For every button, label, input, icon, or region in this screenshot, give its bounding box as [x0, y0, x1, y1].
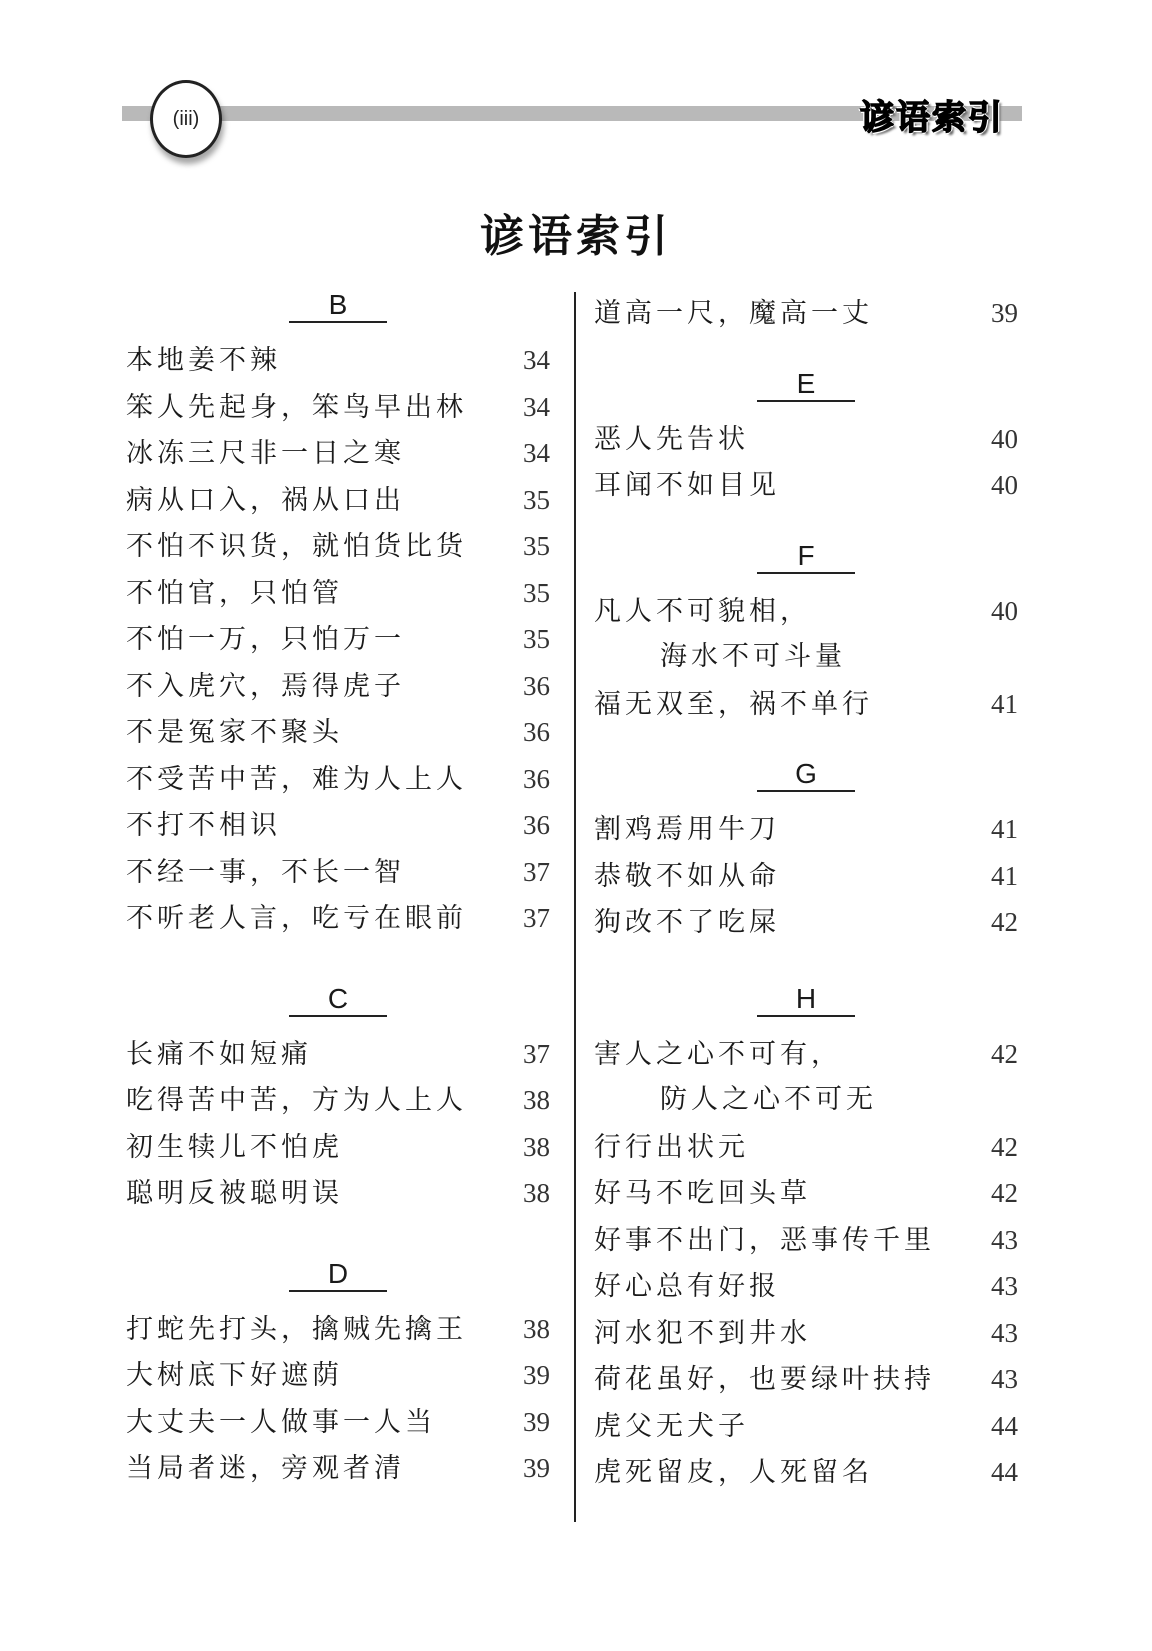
page-ref: 36 — [523, 717, 550, 747]
proverb-text-continuation: 海水不可斗量 — [660, 641, 846, 672]
index-entry — [126, 477, 550, 524]
page-ref: 39 — [523, 1406, 550, 1437]
index-entry — [126, 1352, 550, 1399]
page-ref: 42 — [991, 1038, 1018, 1069]
proverb-text: 好事不出门，恶事传千里 — [594, 1224, 935, 1256]
proverb-text: 冰冻三尺非一日之寒 — [126, 438, 405, 469]
section-underline — [289, 1290, 387, 1292]
proverb-text: 害人之心不可有， — [594, 1038, 842, 1070]
page-number-badge: (iii) — [150, 80, 222, 158]
index-entry — [126, 895, 550, 942]
index-entry — [594, 1124, 1018, 1171]
proverb-text: 河水犯不到井水 — [594, 1317, 811, 1349]
section-underline — [757, 1015, 855, 1017]
page-ref: 35 — [523, 577, 550, 608]
proverb-text: 狗改不了吃屎 — [594, 907, 780, 938]
proverb-text: 当局者迷，旁观者清 — [126, 1453, 405, 1484]
proverb-text: 大丈夫一人做事一人当 — [126, 1406, 436, 1438]
page-ref: 39 — [523, 1360, 550, 1390]
page-ref: 43 — [991, 1364, 1018, 1394]
index-entry — [594, 1310, 1018, 1357]
page-ref: 34 — [523, 438, 550, 468]
section-underline — [289, 321, 387, 323]
section-header-b — [126, 290, 550, 323]
page-ref: 38 — [523, 1085, 550, 1115]
section-header-f — [594, 541, 1018, 574]
proverb-text: 虎父无犬子 — [594, 1410, 749, 1442]
index-entry — [126, 709, 550, 756]
page-ref: 43 — [991, 1317, 1018, 1348]
proverb-text: 恭敬不如从命 — [594, 860, 780, 892]
proverb-text: 好心总有好报 — [594, 1271, 780, 1302]
section-underline — [757, 572, 855, 574]
index-entry — [126, 1445, 550, 1492]
index-entry — [594, 1263, 1018, 1310]
page-ref: 39 — [523, 1453, 550, 1483]
proverb-text: 不怕官，只怕管 — [126, 577, 343, 609]
page-ref: 38 — [523, 1178, 550, 1208]
page-ref: 43 — [991, 1271, 1018, 1301]
page-ref: 40 — [991, 470, 1018, 500]
section-letter: F — [797, 539, 815, 571]
index-entry — [594, 462, 1018, 509]
section-underline — [757, 790, 855, 792]
proverb-text: 不是冤家不聚头 — [126, 717, 343, 748]
index-entry-continuation — [594, 1077, 1018, 1124]
proverb-text: 福无双至，祸不单行 — [594, 688, 873, 720]
index-entry — [126, 849, 550, 896]
page-ref: 42 — [991, 907, 1018, 937]
proverb-text: 打蛇先打头，擒贼先擒王 — [126, 1313, 467, 1345]
section-letter: C — [327, 982, 349, 1014]
proverb-text: 凡人不可貌相， — [594, 595, 811, 627]
index-entry — [126, 1399, 550, 1446]
page-ref: 35 — [523, 624, 550, 654]
proverb-text: 行行出状元 — [594, 1131, 749, 1163]
column-divider — [574, 292, 576, 1522]
index-entry — [126, 430, 550, 477]
page-ref: 36 — [523, 810, 550, 840]
index-entry — [126, 384, 550, 431]
proverb-text: 不经一事，不长一智 — [126, 856, 405, 888]
index-entry — [126, 802, 550, 849]
page-ref: 36 — [523, 670, 550, 701]
page-ref: 39 — [991, 298, 1018, 328]
proverb-text: 大树底下好遮荫 — [126, 1360, 343, 1391]
proverb-text: 吃得苦中苦，方为人上人 — [126, 1085, 467, 1116]
proverb-text: 不听老人言，吃亏在眼前 — [126, 903, 467, 934]
page-title: 谚语索引 — [480, 211, 672, 262]
proverb-text: 虎死留皮，人死留名 — [594, 1457, 873, 1488]
index-entry — [126, 616, 550, 663]
proverb-text: 恶人先告状 — [594, 423, 749, 455]
index-entry — [126, 1124, 550, 1171]
page-ref: 44 — [991, 1410, 1018, 1441]
proverb-text: 病从口入，祸从口出 — [126, 484, 405, 516]
page-ref: 40 — [991, 595, 1018, 626]
page-ref: 34 — [523, 391, 550, 422]
page-ref: 40 — [991, 423, 1018, 454]
section-underline — [289, 1015, 387, 1017]
page-ref: 35 — [523, 484, 550, 515]
index-entry — [126, 1031, 550, 1078]
index-entry — [594, 1217, 1018, 1264]
page-ref: 41 — [991, 688, 1018, 719]
proverb-text: 道高一尺，魔高一丈 — [594, 298, 873, 329]
index-entry — [126, 1170, 550, 1217]
section-letter: B — [328, 289, 348, 320]
index-entry — [126, 1077, 550, 1124]
proverb-text: 荷花虽好，也要绿叶扶持 — [594, 1364, 935, 1395]
index-entry — [126, 663, 550, 710]
left-column — [126, 290, 550, 1492]
section-letter: E — [796, 367, 816, 399]
page-ref: 41 — [991, 860, 1018, 891]
section-header-c — [126, 984, 550, 1017]
proverb-text: 割鸡焉用牛刀 — [594, 814, 780, 845]
index-entry — [126, 570, 550, 617]
section-underline — [757, 400, 855, 402]
page-ref: 38 — [523, 1131, 550, 1162]
section-letter: H — [795, 982, 817, 1014]
index-entry — [126, 337, 550, 384]
running-title: 谚语索引 — [860, 98, 1004, 138]
page-ref: 42 — [991, 1131, 1018, 1162]
proverb-text: 笨人先起身，笨鸟早出林 — [126, 391, 467, 423]
page-ref: 37 — [523, 856, 550, 887]
index-entry-continuation — [594, 634, 1018, 681]
section-header-d — [126, 1259, 550, 1292]
index-entry — [594, 290, 1018, 337]
proverb-text: 不受苦中苦，难为人上人 — [126, 763, 467, 795]
index-entry — [126, 523, 550, 570]
index-entry — [594, 853, 1018, 900]
section-header-g — [594, 759, 1018, 792]
page-ref: 41 — [991, 814, 1018, 844]
right-column — [594, 290, 1018, 1496]
proverb-text: 聪明反被聪明误 — [126, 1178, 343, 1209]
proverb-text: 好马不吃回头草 — [594, 1178, 811, 1209]
proverb-text: 不入虎穴，焉得虎子 — [126, 670, 405, 702]
proverb-text: 耳闻不如目见 — [594, 470, 780, 501]
page-ref: 34 — [523, 345, 550, 375]
page-ref: 42 — [991, 1178, 1018, 1208]
proverb-text: 长痛不如短痛 — [126, 1038, 312, 1070]
page-ref: 37 — [523, 903, 550, 933]
page-ref: 43 — [991, 1224, 1018, 1255]
page-ref: 36 — [523, 763, 550, 794]
index-entry — [594, 1170, 1018, 1217]
proverb-text: 不怕不识货，就怕货比货 — [126, 531, 467, 562]
page-ref: 37 — [523, 1038, 550, 1069]
section-letter: G — [795, 758, 817, 789]
proverb-text-continuation: 防人之心不可无 — [660, 1084, 877, 1115]
index-entry — [594, 1403, 1018, 1450]
section-header-e — [594, 369, 1018, 402]
index-entry — [594, 1449, 1018, 1496]
index-entry — [594, 681, 1018, 728]
index-entry — [126, 1306, 550, 1353]
page-ref: 35 — [523, 531, 550, 561]
index-entry — [594, 899, 1018, 946]
index-entry — [594, 1031, 1018, 1078]
section-letter: D — [327, 1257, 349, 1289]
proverb-text: 初生犊儿不怕虎 — [126, 1131, 343, 1163]
index-entry — [594, 416, 1018, 463]
page-ref: 38 — [523, 1313, 550, 1344]
proverb-text: 本地姜不辣 — [126, 345, 281, 376]
proverb-text: 不怕一万，只怕万一 — [126, 624, 405, 655]
index-entry — [594, 588, 1018, 635]
proverb-text: 不打不相识 — [126, 810, 281, 841]
page-ref: 44 — [991, 1457, 1018, 1487]
section-header-h — [594, 984, 1018, 1017]
index-entry — [126, 756, 550, 803]
index-entry — [594, 806, 1018, 853]
index-entry — [594, 1356, 1018, 1403]
